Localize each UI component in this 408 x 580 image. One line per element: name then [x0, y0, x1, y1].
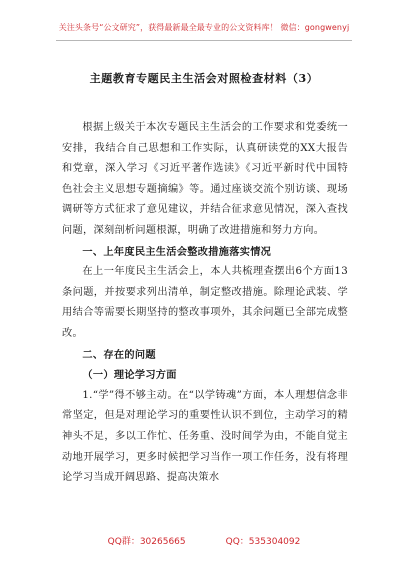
- header-banner: 关注头条号“公文研究”，获得最新最全最专业的公文资料库！ 微信：gongwenyj: [58, 23, 350, 32]
- footer-contact: [0, 534, 408, 547]
- footer-qq: QQ：535304092: [225, 537, 301, 547]
- header-divider: [56, 40, 352, 41]
- document-title: 主题教育专题民主生活会对照检查材料（3）: [89, 72, 319, 85]
- section-2-subheading-1: （一）理论学习方面: [82, 369, 177, 382]
- section-1-paragraph: 在上一年度民主生活会上，本人共梳理查摆出6个方面13条问题，并按要求列出清单，制定整改措施。除理论武装、学用结合等需要长期坚持的整改事项外，其余问题已全部完成整改。: [62, 266, 348, 339]
- section-2-item-1: 1.“学”得不够主动。在“以学铸魂”方面，本人理想信念非常坚定，但是对理论学习的重要性认识不到位，主动学习的精神头不足，多以工作忙、任务重、没时间学为由，不能自觉主动地开展学习，更多时候把学习当作一项工作任务，没有将理论学习当成开阔思路、提高决策水: [62, 389, 348, 484]
- footer-qq-group: QQ群：30265665: [107, 537, 186, 547]
- section-2-heading: 二、存在的问题: [82, 348, 156, 361]
- section-1-heading: 一、上年度民主生活会整改措施落实情况: [82, 245, 272, 258]
- document-body: [62, 118, 348, 489]
- intro-paragraph: 根据上级关于本次专题民主生活会的工作要求和党委统一安排，我结合自己思想和工作实际，认真研读党的XX大报告和党章，深入学习《习近平著作选读》《习近平新时代中国特色社会主义思想专题摘编》等。通过座谈交流个别访谈、现场调研等方式征求了意见建议，并结合征求意见情况，深入查找问题，深刻剖析问题根源，明确了改进措施和努力方向。: [62, 122, 348, 236]
